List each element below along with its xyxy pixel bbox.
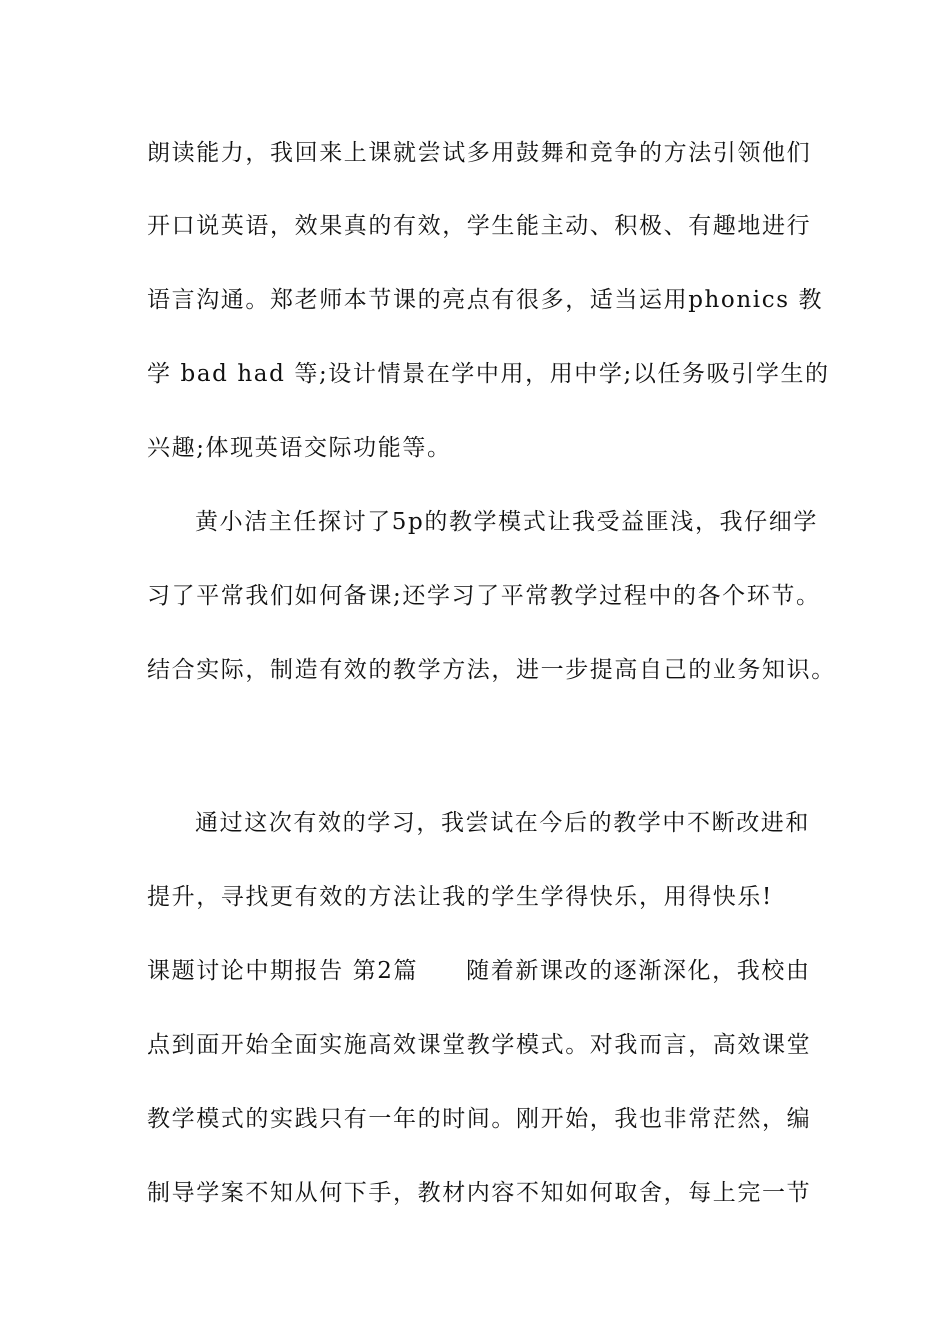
paragraph-line: 开口说英语，效果真的有效，学生能主动、积极、有趣地进行 — [147, 213, 812, 239]
paragraph-line: 习了平常我们如何备课;还学习了平常教学过程中的各个环节。 — [147, 583, 821, 609]
paragraph-line: 制导学案不知从何下手，教材内容不知如何取舍，每上完一节 — [147, 1180, 812, 1206]
paragraph-line: 点到面开始全面实施高效课堂教学模式。对我而言，高效课堂 — [147, 1032, 812, 1058]
paragraph-line: 随着新课改的逐渐深化，我校由 — [466, 958, 811, 984]
paragraph-line: 朗读能力，我回来上课就尝试多用鼓舞和竞争的方法引领他们 — [147, 140, 812, 166]
paragraph-line: 兴趣;体现英语交际功能等。 — [147, 435, 452, 461]
section-heading: 课题讨论中期报告 第2篇 — [147, 958, 419, 984]
paragraph-line: 学 bad had 等;设计情景在学中用，用中学;以任务吸引学生的 — [147, 361, 830, 387]
paragraph-line: 教学模式的实践只有一年的时间。刚开始，我也非常茫然，编 — [147, 1106, 812, 1132]
section-heading-line — [147, 956, 811, 986]
paragraph-line: 结合实际，制造有效的教学方法，进一步提高自己的业务知识。 — [147, 657, 836, 683]
paragraph-line: 黄小洁主任探讨了5p的教学模式让我受益匪浅，我仔细学 — [195, 509, 818, 535]
paragraph-line: 语言沟通。郑老师本节课的亮点有很多，适当运用phonics 教 — [147, 287, 824, 313]
paragraph-line: 通过这次有效的学习，我尝试在今后的教学中不断改进和 — [195, 810, 810, 836]
paragraph-line: 提升，寻找更有效的方法让我的学生学得快乐，用得快乐! — [147, 884, 773, 910]
